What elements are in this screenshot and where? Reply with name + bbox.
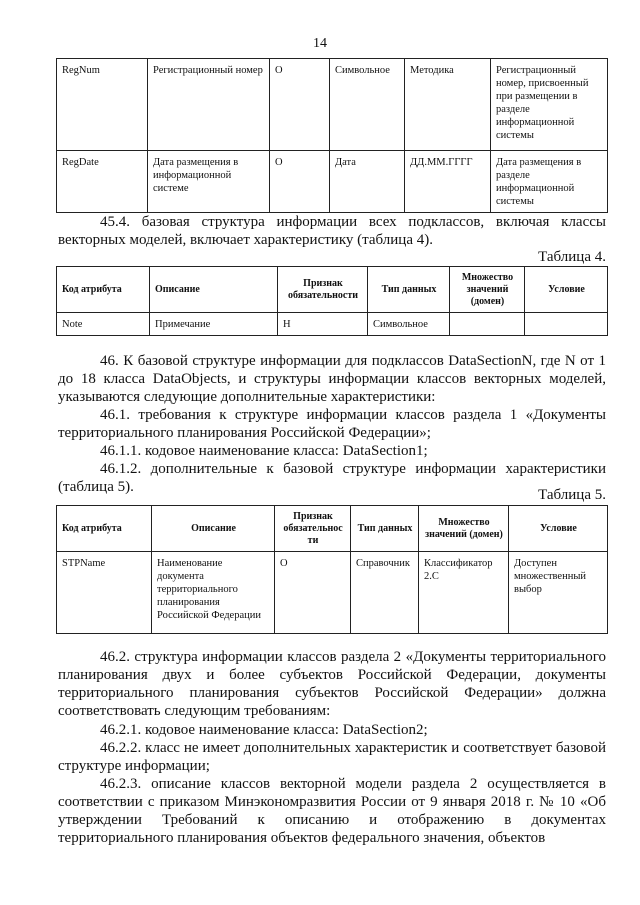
header-domain: Множество значений (домен) bbox=[450, 267, 525, 313]
table-row bbox=[57, 313, 608, 336]
page-number: 14 bbox=[313, 36, 327, 51]
header-description: Описание bbox=[152, 506, 275, 552]
table-4-caption: Таблица 4. bbox=[538, 249, 606, 265]
cell-description: Регистрационный номер bbox=[148, 59, 270, 151]
cell-data-type: Символьное bbox=[368, 313, 450, 336]
header-attribute-code: Код атрибута bbox=[57, 506, 152, 552]
header-mandatory: Признак обязательнос ти bbox=[275, 506, 351, 552]
attributes-table-continued bbox=[56, 58, 608, 213]
table-header-row bbox=[57, 506, 608, 552]
cell-domain: Методика bbox=[405, 59, 491, 151]
cell-domain bbox=[450, 313, 525, 336]
cell-condition: Дата размещения в разделе информационной системы bbox=[491, 151, 608, 213]
cell-description: Наименование документа территориального планирования Российской Федерации bbox=[152, 552, 275, 634]
paragraph-46-1-2: 46.1.2. дополнительные к базовой структуре информации характеристики (таблица 5). bbox=[58, 461, 606, 495]
cell-condition: Доступен множественный выбор bbox=[509, 552, 608, 634]
header-attribute-code: Код атрибута bbox=[57, 267, 150, 313]
table-5 bbox=[56, 505, 608, 634]
table-row bbox=[57, 552, 608, 634]
cell-mandatory: О bbox=[270, 151, 330, 213]
table-row bbox=[57, 151, 608, 213]
paragraph-46: 46. К базовой структуре информации для подклассов DataSectionN, где N от 1 до 18 класса DataObjects, и структуры информации классов векторных моделей, указываются следующие дополнительные характеристики: bbox=[58, 353, 606, 405]
table-5-caption: Таблица 5. bbox=[538, 487, 606, 503]
cell-attribute-code: STPName bbox=[57, 552, 152, 634]
paragraph-46-2-2: 46.2.2. класс не имеет дополнительных характеристик и соответствует базовой структуре информации; bbox=[58, 740, 606, 774]
header-data-type: Тип данных bbox=[368, 267, 450, 313]
cell-mandatory: О bbox=[275, 552, 351, 634]
cell-data-type: Справочник bbox=[351, 552, 419, 634]
paragraph-45-4: 45.4. базовая структура информации всех подклассов, включая классы векторных моделей, включает характеристику (таблица 4). bbox=[58, 214, 606, 248]
paragraph-46-2-1: 46.2.1. кодовое наименование класса: DataSection2; bbox=[100, 722, 428, 738]
cell-domain: Классификатор 2.С bbox=[419, 552, 509, 634]
header-mandatory: Признак обязательности bbox=[278, 267, 368, 313]
cell-mandatory: Н bbox=[278, 313, 368, 336]
cell-data-type: Дата bbox=[330, 151, 405, 213]
paragraph-46-2-3: 46.2.3. описание классов векторной модели раздела 2 осуществляется в соответствии с приказом Минэкономразвития России от 9 января 2018 г. № 10 «Об утверждении Требований к описанию и отображению в документах территориального планирования объектов федерального значения, объектов bbox=[58, 776, 606, 846]
cell-attribute-code: RegDate bbox=[57, 151, 148, 213]
paragraph-46-2: 46.2. структура информации классов раздела 2 «Документы территориального планирования двух и более субъектов Российской Федерации, документы территориального планирования субъектов Российской Федерации» должна соответствовать следующим требованиям: bbox=[58, 649, 606, 719]
cell-mandatory: О bbox=[270, 59, 330, 151]
paragraph-46-1-1: 46.1.1. кодовое наименование класса: DataSection1; bbox=[100, 443, 428, 459]
cell-description: Дата размещения в информационной системе bbox=[148, 151, 270, 213]
header-condition: Условие bbox=[509, 506, 608, 552]
header-domain: Множество значений (домен) bbox=[419, 506, 509, 552]
cell-data-type: Символьное bbox=[330, 59, 405, 151]
header-description: Описание bbox=[150, 267, 278, 313]
cell-attribute-code: RegNum bbox=[57, 59, 148, 151]
cell-condition: Регистрационный номер, присвоенный при размещении в разделе информационной системы bbox=[491, 59, 608, 151]
cell-condition bbox=[525, 313, 608, 336]
header-condition: Условие bbox=[525, 267, 608, 313]
header-data-type: Тип данных bbox=[351, 506, 419, 552]
table-4 bbox=[56, 266, 608, 336]
paragraph-46-1: 46.1. требования к структуре информации классов раздела 1 «Документы территориального планирования Российской Федерации»; bbox=[58, 407, 606, 441]
table-row bbox=[57, 59, 608, 151]
cell-attribute-code: Note bbox=[57, 313, 150, 336]
cell-description: Примечание bbox=[150, 313, 278, 336]
table-header-row bbox=[57, 267, 608, 313]
cell-domain: ДД.ММ.ГГГГ bbox=[405, 151, 491, 213]
